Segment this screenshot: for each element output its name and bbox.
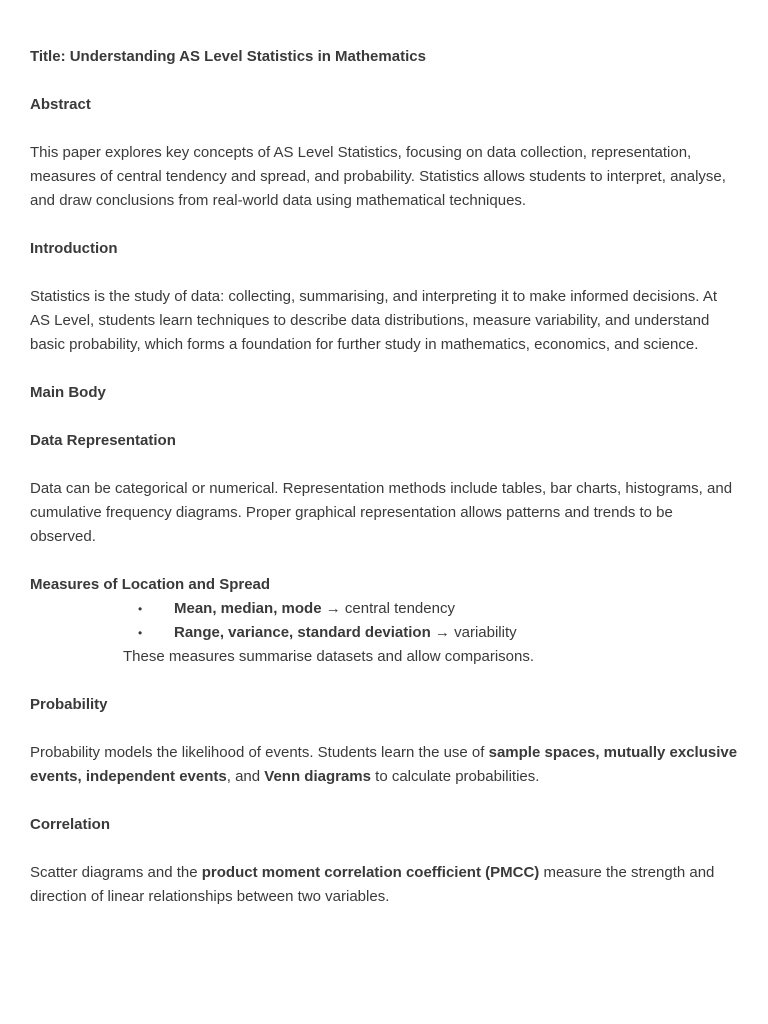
data-representation-text: Data can be categorical or numerical. Representation methods include tables, bar charts, histograms, and cumulative frequency diagrams. Proper graphical representation allows patterns and trends to be observed. [30,480,733,545]
spacer [30,837,738,861]
spacer [30,69,738,93]
introduction-heading: Introduction [30,240,118,257]
bullet-icon: • [138,626,143,640]
correlation-bold-part: product moment correlation coefficient (PMCC) [201,864,540,881]
measures-heading: Measures of Location and Spread [30,576,271,593]
measures-summary: These measures summarise datasets and allow comparisons. [123,648,535,665]
probability-text-part: Probability models the likelihood of events. Students learn the use of [30,744,489,761]
spacer [30,789,738,813]
probability-heading: Probability [30,696,108,713]
spacer [30,261,738,285]
spacer [30,549,738,573]
data-representation-heading: Data Representation [30,432,176,449]
abstract-text: This paper explores key concepts of AS Level Statistics, focusing on data collection, representation, measures of central tendency and spread, and probability. Statistics allows students to interpret, analyse, and draw conclusions from real-world data using mathematical techniques. [30,144,726,209]
spacer [30,117,738,141]
correlation-text-part: measure the strength and direction of linear relationships between two variables. [30,864,715,905]
probability-bold-part: sample spaces, mutually exclusive events, independent events [30,744,738,785]
probability-text-part: , and [226,768,265,785]
bullet-text: → central tendency [321,600,455,617]
introduction-text: Statistics is the study of data: collecting, summarising, and interpreting it to make informed decisions. At AS Level, students learn techniques to describe data distributions, measure variability, and understand basic probability, which forms a foundation for further study in mathematics, economics, and science. [30,288,717,353]
spacer [30,717,738,741]
bullet-bold-text: Range, variance, standard deviation [174,624,431,641]
spacer [30,357,738,381]
probability-text-part: to calculate probabilities. [370,768,540,785]
correlation-text-part: Scatter diagrams and the [30,864,202,881]
spacer [30,405,738,429]
probability-text [30,741,738,789]
bullet-icon: • [138,602,143,616]
document-title: Title: Understanding AS Level Statistics in Mathematics [30,48,426,65]
main-body-heading: Main Body [30,384,106,401]
correlation-text [30,861,738,909]
spacer [30,453,738,477]
bullet-text: → variability [430,624,517,641]
list-item [30,621,738,645]
measures-list [30,597,738,645]
spacer [30,213,738,237]
correlation-heading: Correlation [30,816,111,833]
probability-bold-part: Venn diagrams [264,768,371,785]
list-item [30,597,738,621]
spacer [30,669,738,693]
abstract-heading: Abstract [30,96,91,113]
bullet-bold-text: Mean, median, mode [174,600,322,617]
